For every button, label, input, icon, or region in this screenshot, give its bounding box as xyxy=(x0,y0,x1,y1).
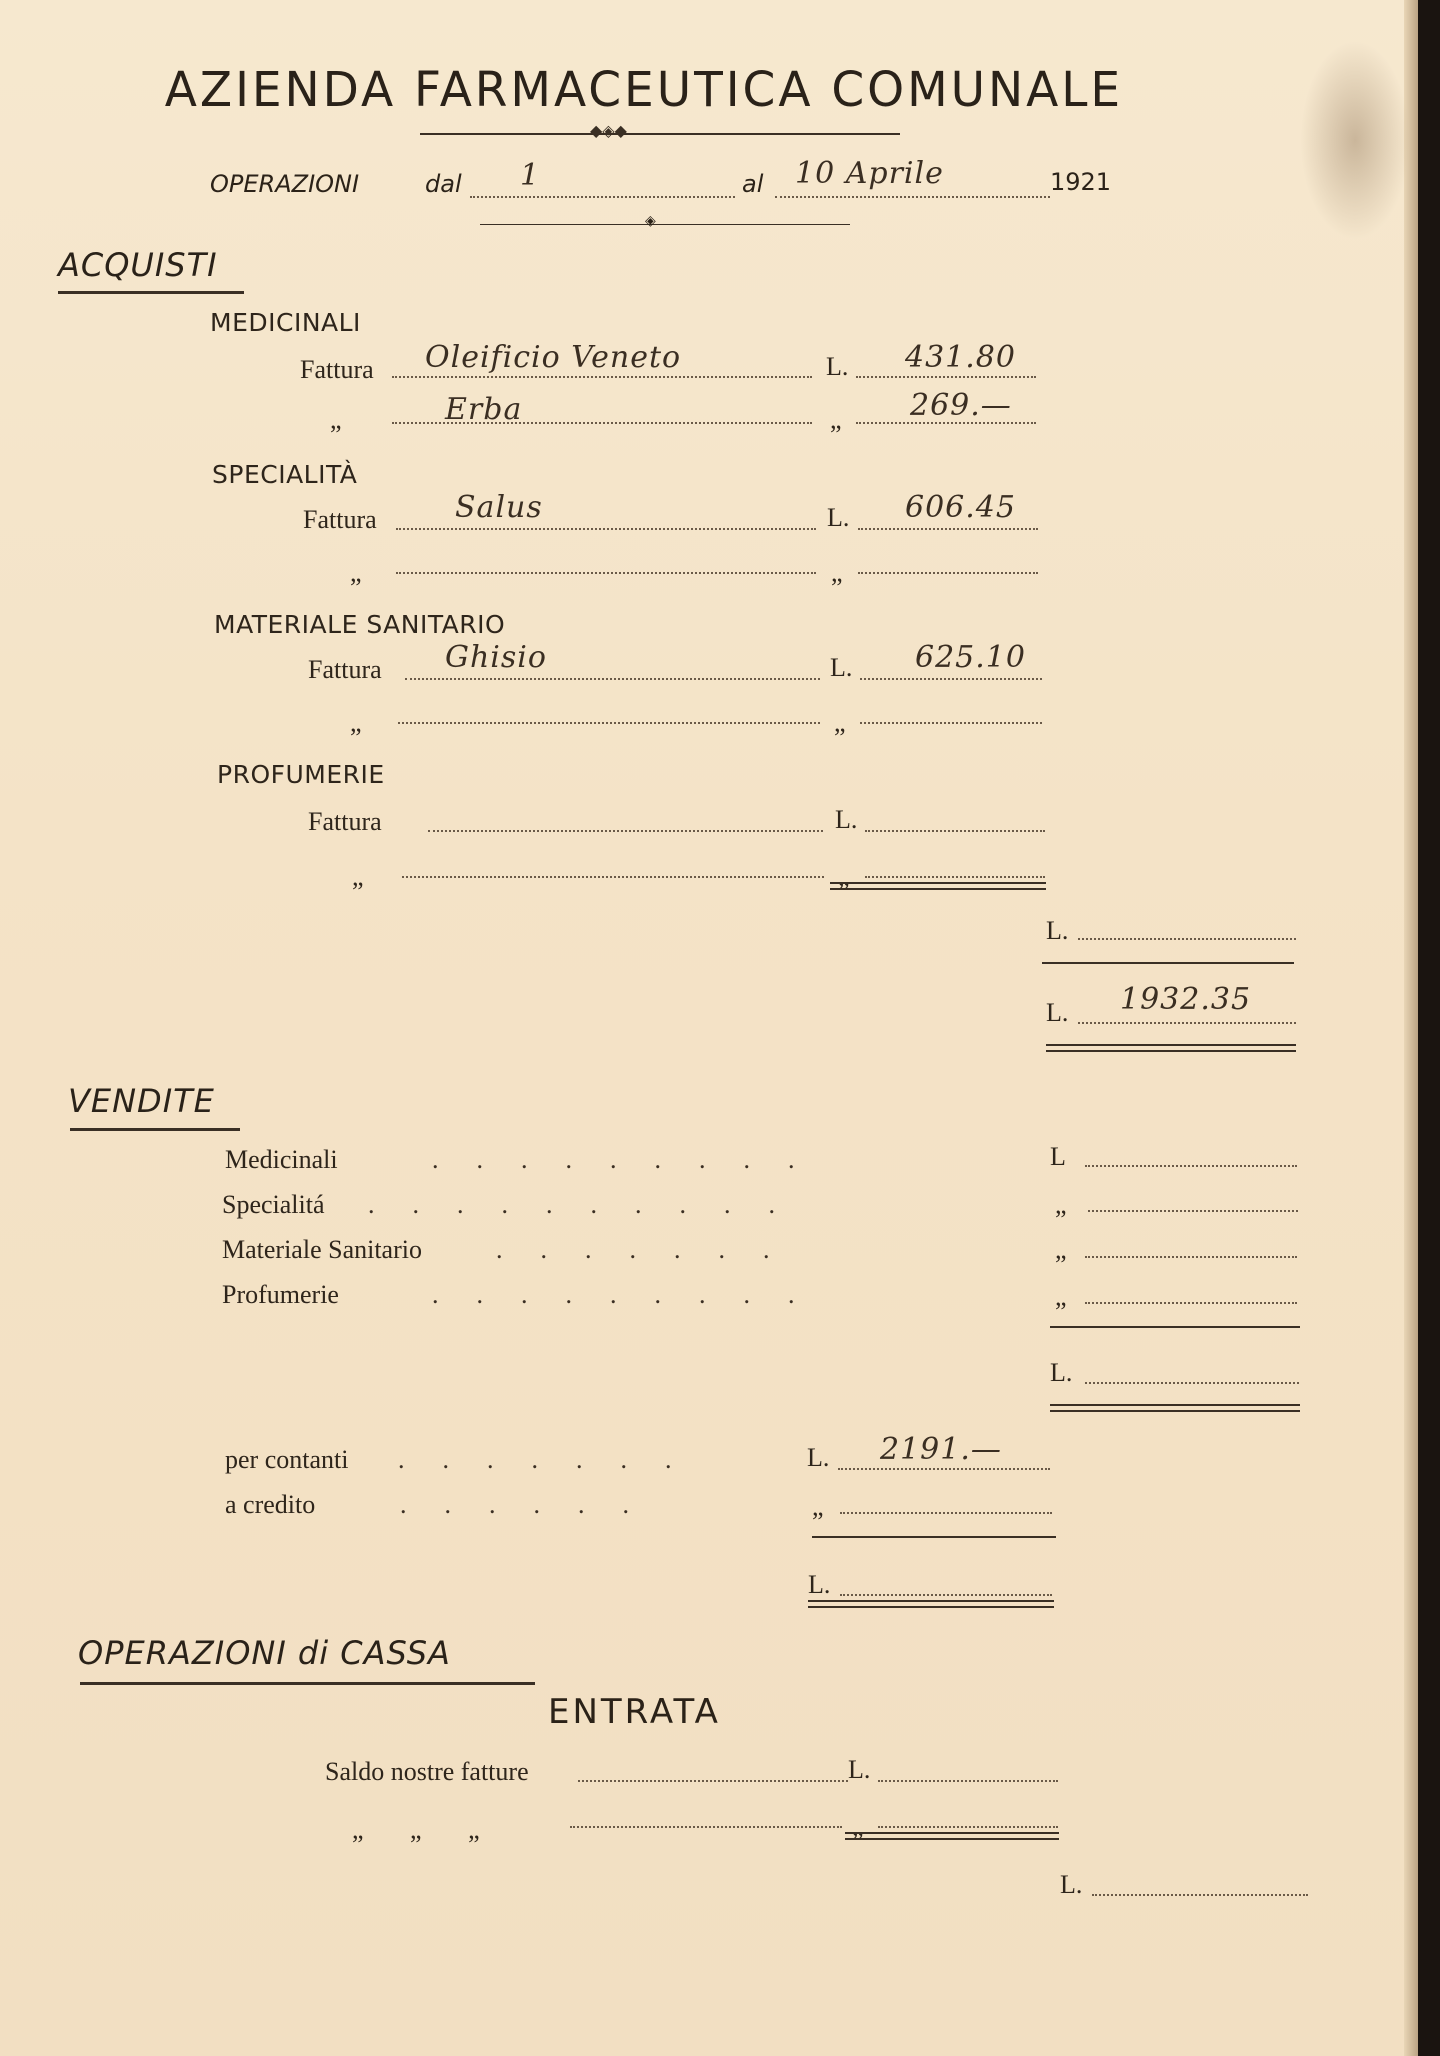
profumerie-row2-label: „ xyxy=(352,862,364,891)
title-ornament-rule xyxy=(420,133,900,135)
acquisti-subtotal-dots xyxy=(1078,938,1296,940)
credito-label: a credito xyxy=(225,1490,316,1519)
period-ornament-icon: ◈ xyxy=(645,213,656,229)
cassa-total-dots xyxy=(1092,1894,1308,1896)
medicinali-row1-label: Fattura xyxy=(300,355,374,384)
acquisti-total-curr: L. xyxy=(1046,998,1069,1027)
medicinali-row1-dots xyxy=(392,376,812,378)
profumerie-row2-curr: „ xyxy=(838,862,850,891)
vendite-row1-label: Medicinali xyxy=(225,1145,338,1174)
specialita-row1-amount-dots xyxy=(858,528,1038,530)
acquisti-heading: ACQUISTI xyxy=(58,246,218,284)
vendite-heading: VENDITE xyxy=(68,1082,215,1120)
medicinali-row1-name: Oleificio Veneto xyxy=(425,340,682,375)
to-label: al xyxy=(742,170,764,198)
contanti-curr: L. xyxy=(807,1443,830,1472)
medicinali-label: MEDICINALI xyxy=(210,308,361,337)
vendite-row2-label: Specialitá xyxy=(222,1190,325,1219)
to-value: 10 Aprile xyxy=(795,156,944,191)
materiale-row2-dots xyxy=(398,722,820,724)
specialita-row2-amount-dots xyxy=(858,572,1038,574)
profumerie-row2-amount-dots xyxy=(865,876,1045,878)
vendite-row4-leader: ......... xyxy=(432,1280,833,1309)
specialita-row2-curr: „ xyxy=(831,558,843,587)
period-ornament-rule xyxy=(480,224,850,225)
medicinali-row2-name: Erba xyxy=(445,392,523,427)
materiale-label: MATERIALE SANITARIO xyxy=(214,610,506,639)
vendite-sum-rule-2 xyxy=(808,1606,1054,1608)
vendite-row4-curr: „ xyxy=(1055,1282,1067,1311)
profumerie-row2-dots xyxy=(402,876,824,878)
contanti-value: 2191.— xyxy=(880,1432,1002,1467)
vendite-sum-dots xyxy=(840,1594,1052,1596)
vendite-row4-dots xyxy=(1085,1302,1297,1304)
vendite-total-rule-1 xyxy=(1050,1404,1300,1406)
specialita-row1-dots xyxy=(396,528,816,530)
materiale-row1-curr: L. xyxy=(830,653,853,682)
vendite-underline xyxy=(70,1128,240,1131)
contanti-dots xyxy=(838,1468,1050,1470)
profumerie-label: PROFUMERIE xyxy=(217,760,385,789)
medicinali-row1-amount-dots xyxy=(856,376,1036,378)
vendite-row2-leader: .......... xyxy=(368,1190,813,1219)
vendite-total-rule-2 xyxy=(1050,1410,1300,1412)
materiale-row1-dots xyxy=(405,678,820,680)
saldo-curr: L. xyxy=(848,1755,871,1784)
materiale-row2-amount-dots xyxy=(860,722,1042,724)
vendite-row1-dots xyxy=(1085,1165,1297,1167)
vendite-row3-label: Materiale Sanitario xyxy=(222,1235,422,1264)
vendite-sum-curr: L. xyxy=(808,1570,831,1599)
specialita-row2-label: „ xyxy=(350,558,362,587)
page-edge xyxy=(1404,0,1418,2056)
profumerie-row1-label: Fattura xyxy=(308,807,382,836)
vendite-total-curr: L. xyxy=(1050,1358,1073,1387)
credito-curr: „ xyxy=(812,1492,824,1521)
saldo-dots xyxy=(578,1780,848,1782)
vendite-row1-leader: ......... xyxy=(432,1145,833,1174)
profumerie-row1-dots xyxy=(428,830,823,832)
ditto-rule-1 xyxy=(845,1832,1059,1834)
vendite-total-dots xyxy=(1085,1382,1299,1384)
profumerie-rule-1 xyxy=(830,882,1046,884)
profumerie-row1-amount-dots xyxy=(865,830,1045,832)
vendite-row2-dots xyxy=(1088,1210,1298,1212)
credito-rule xyxy=(812,1536,1056,1538)
profumerie-rule-2 xyxy=(830,888,1046,890)
contanti-leader: ....... xyxy=(398,1445,710,1474)
ditto-rule-2 xyxy=(845,1838,1059,1840)
cassa-underline xyxy=(80,1682,535,1685)
vendite-row4-label: Profumerie xyxy=(222,1280,339,1309)
from-dots xyxy=(470,196,735,198)
saldo-amount-dots xyxy=(878,1780,1058,1782)
document-title: AZIENDA FARMACEUTICA COMUNALE xyxy=(164,62,1124,118)
acquisti-total: 1932.35 xyxy=(1120,982,1252,1017)
acquisti-subtotal-curr: L. xyxy=(1046,916,1069,945)
materiale-row1-amount: 625.10 xyxy=(915,640,1026,675)
paper-stain xyxy=(1300,40,1410,240)
acquisti-total-dots xyxy=(1078,1022,1296,1024)
medicinali-row1-amount: 431.80 xyxy=(905,340,1016,375)
vendite-rule xyxy=(1050,1326,1300,1328)
medicinali-row2-curr: „ xyxy=(830,405,842,434)
acquisti-total-rule-1 xyxy=(1046,1044,1296,1046)
credito-dots xyxy=(840,1512,1052,1514)
entrata-heading: ENTRATA xyxy=(548,1692,721,1732)
vendite-row2-curr: „ xyxy=(1055,1190,1067,1219)
credito-leader: ...... xyxy=(400,1490,667,1519)
specialita-row1-amount: 606.45 xyxy=(905,490,1016,525)
specialita-row1-name: Salus xyxy=(455,490,543,525)
acquisti-subtotal-rule xyxy=(1042,962,1294,964)
medicinali-row1-curr: L. xyxy=(826,352,849,381)
specialita-row2-dots xyxy=(396,572,816,574)
from-value: 1 xyxy=(520,158,541,193)
materiale-row1-label: Fattura xyxy=(308,655,382,684)
contanti-label: per contanti xyxy=(225,1445,349,1474)
medicinali-row2-label: „ xyxy=(330,405,342,434)
vendite-sum-rule-1 xyxy=(808,1600,1054,1602)
title-ornament-icon: ◆◈◆ xyxy=(590,121,627,140)
materiale-row2-curr: „ xyxy=(834,708,846,737)
vendite-row3-dots xyxy=(1085,1256,1297,1258)
cassa-total-curr: L. xyxy=(1060,1870,1083,1899)
profumerie-row1-curr: L. xyxy=(835,805,858,834)
specialita-row1-curr: L. xyxy=(827,503,850,532)
specialita-row1-label: Fattura xyxy=(303,505,377,534)
acquisti-underline xyxy=(58,291,244,294)
medicinali-row2-amount: 269.— xyxy=(910,388,1012,423)
vendite-row3-leader: ....... xyxy=(496,1235,808,1264)
materiale-row2-label: „ xyxy=(350,708,362,737)
year: 1921 xyxy=(1050,168,1112,196)
ditto-curr: „ xyxy=(852,1812,864,1841)
saldo-label: Saldo nostre fatture xyxy=(325,1757,529,1786)
ditto-amount-dots xyxy=(878,1826,1058,1828)
from-label: dal xyxy=(425,170,462,198)
materiale-row1-name: Ghisio xyxy=(445,640,547,675)
to-dots xyxy=(775,196,1050,198)
vendite-row3-curr: „ xyxy=(1055,1235,1067,1264)
acquisti-total-rule-2 xyxy=(1046,1050,1296,1052)
specialita-label: SPECIALITÀ xyxy=(212,460,358,489)
ditto-label: „ „ „ xyxy=(352,1815,480,1844)
vendite-row1-curr: L xyxy=(1050,1142,1066,1171)
period-label: OPERAZIONI xyxy=(210,170,360,198)
cassa-heading: OPERAZIONI di CASSA xyxy=(78,1634,451,1672)
ditto-dots xyxy=(570,1826,842,1828)
materiale-row1-amount-dots xyxy=(860,678,1042,680)
